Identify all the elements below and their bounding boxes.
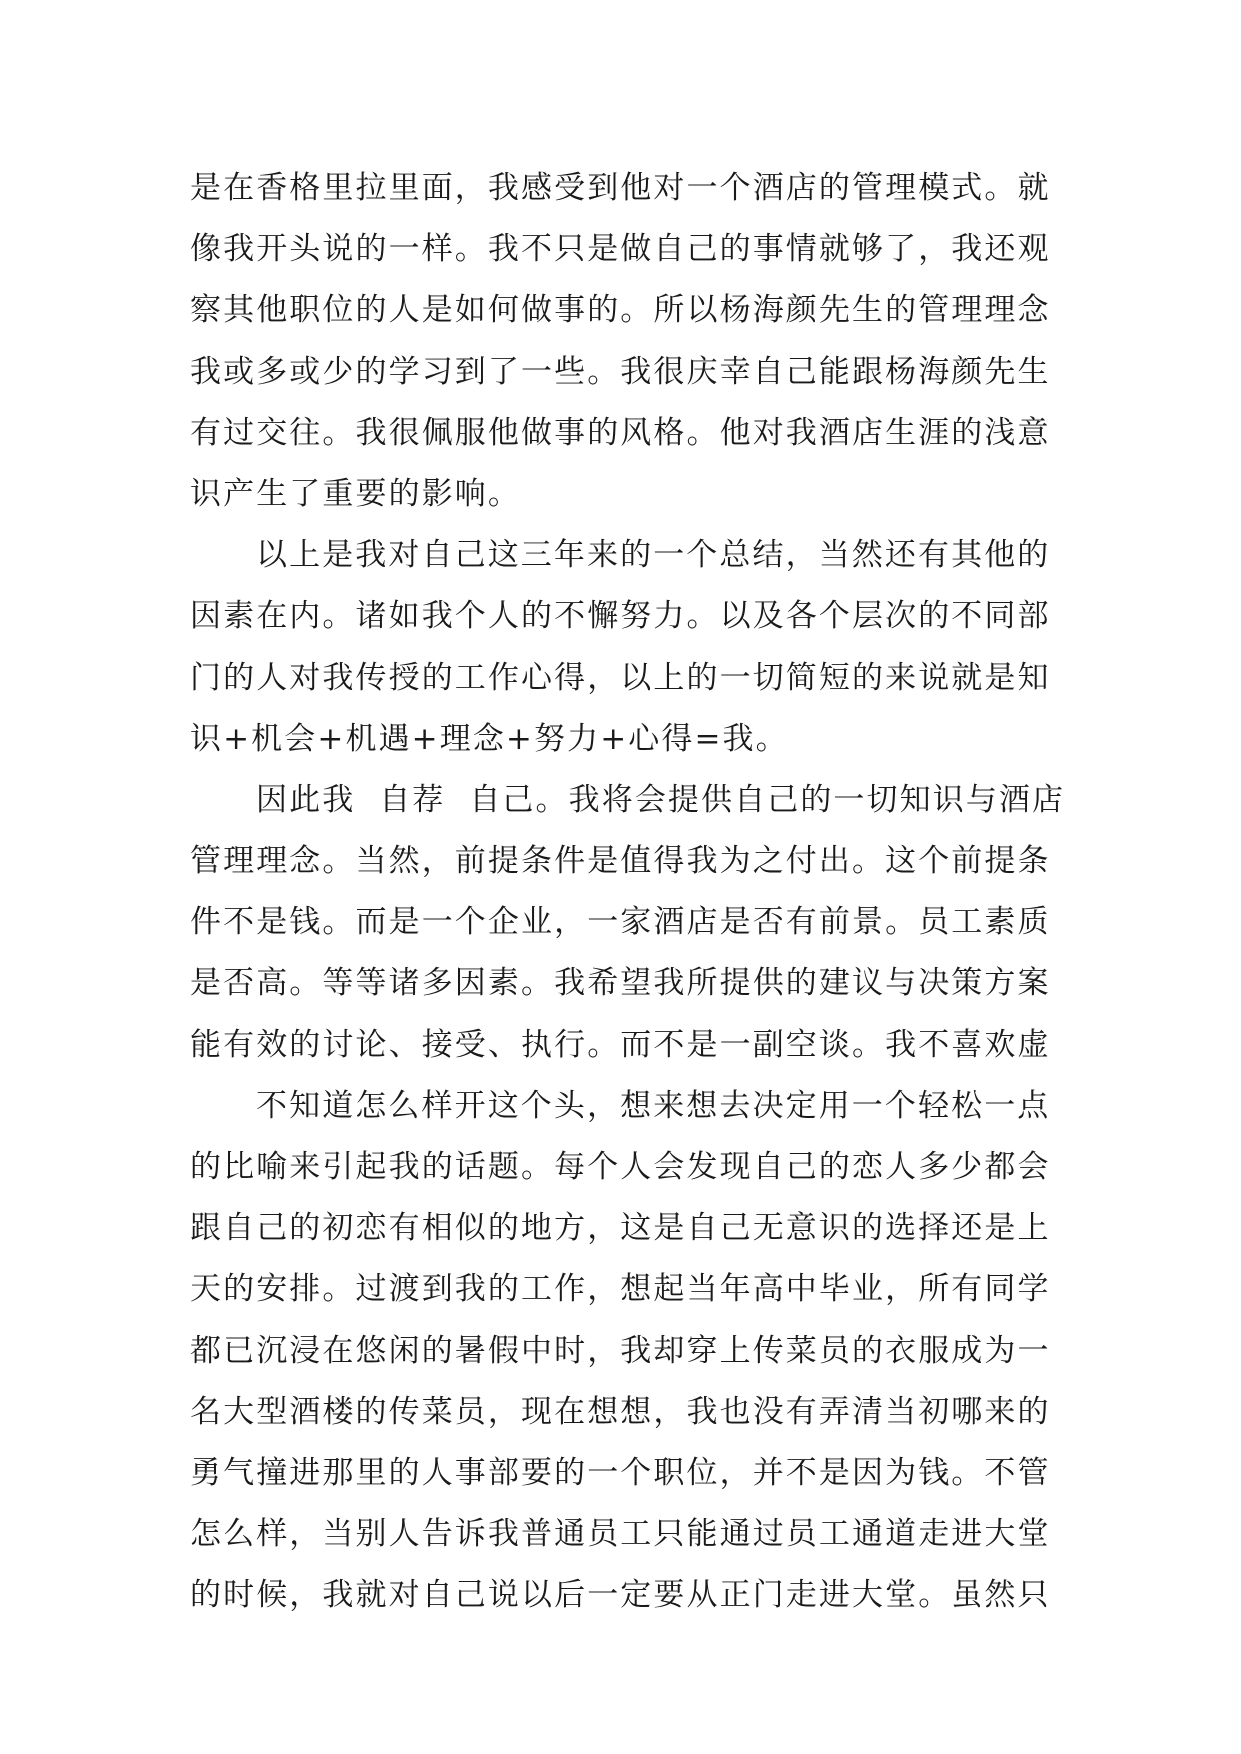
text-line: 名大型酒楼的传菜员，现在想想，我也没有弄清当初哪来的 (190, 1393, 1051, 1430)
text-line: 怎么样，当别人告诉我普通员工只能通过员工通道走进大堂 (190, 1516, 1051, 1553)
document-body (190, 158, 1066, 1627)
text-line: 是在香格里拉里面，我感受到他对一个酒店的管理模式。就 (190, 170, 1051, 206)
text-line: 都已沉浸在悠闲的暑假中时，我却穿上传菜员的衣服成为一 (190, 1332, 1051, 1369)
paragraph-4 (190, 1076, 1052, 1627)
text-line: 件不是钱。而是一个企业，一家酒店是否有前景。员工素质 (190, 904, 1051, 941)
text-line: 以上是我对自己这三年来的一个总结，当然还有其他的 (256, 537, 1051, 574)
text-line: 跟自己的初恋有相似的地方，这是自己无意识的选择还是上 (190, 1210, 1051, 1247)
text-line: 察其他职位的人是如何做事的。所以杨海颜先生的管理理念 (190, 292, 1051, 329)
text-line: 有过交往。我很佩服他做事的风格。他对我酒店生涯的浅意 (190, 414, 1051, 451)
text-line: 能有效的讨论、接受、执行。而不是一副空谈。我不喜欢虚 (190, 1026, 1051, 1063)
text-line: 识+机会+机遇+理念+努力+心得=我。 (190, 720, 789, 757)
text-line: 门的人对我传授的工作心得，以上的一切简短的来说就是知 (190, 659, 1051, 696)
paragraph-3 (190, 770, 1066, 1076)
paragraph-1 (190, 158, 1052, 525)
text-line: 的比喻来引起我的话题。每个人会发现自己的恋人多少都会 (190, 1149, 1051, 1185)
text-line: 天的安排。过渡到我的工作，想起当年高中毕业，所有同学 (190, 1271, 1051, 1308)
text-line: 勇气撞进那里的人事部要的一个职位，并不是因为钱。不管 (190, 1454, 1051, 1491)
text-line: 因素在内。诸如我个人的不懈努力。以及各个层次的不同部 (190, 598, 1051, 635)
text-line: 管理理念。当然，前提条件是值得我为之付出。这个前提条 (190, 843, 1051, 880)
paragraph-2 (190, 525, 1052, 770)
text-line: 像我开头说的一样。我不只是做自己的事情就够了，我还观 (190, 231, 1051, 268)
text-line: 是否高。等等诸多因素。我希望我所提供的建议与决策方案 (190, 965, 1051, 1002)
text-line: 我或多或少的学习到了一些。我很庆幸自己能跟杨海颜先生 (190, 353, 1051, 390)
text-line: 因此我 自荐 自己。我将会提供自己的一切知识与酒店 (256, 781, 1066, 818)
text-line: 不知道怎么样开这个头，想来想去决定用一个轻松一点 (256, 1087, 1051, 1124)
text-line: 的时候，我就对自己说以后一定要从正门走进大堂。虽然只 (190, 1577, 1051, 1614)
text-line: 识产生了重要的影响。 (190, 475, 521, 512)
